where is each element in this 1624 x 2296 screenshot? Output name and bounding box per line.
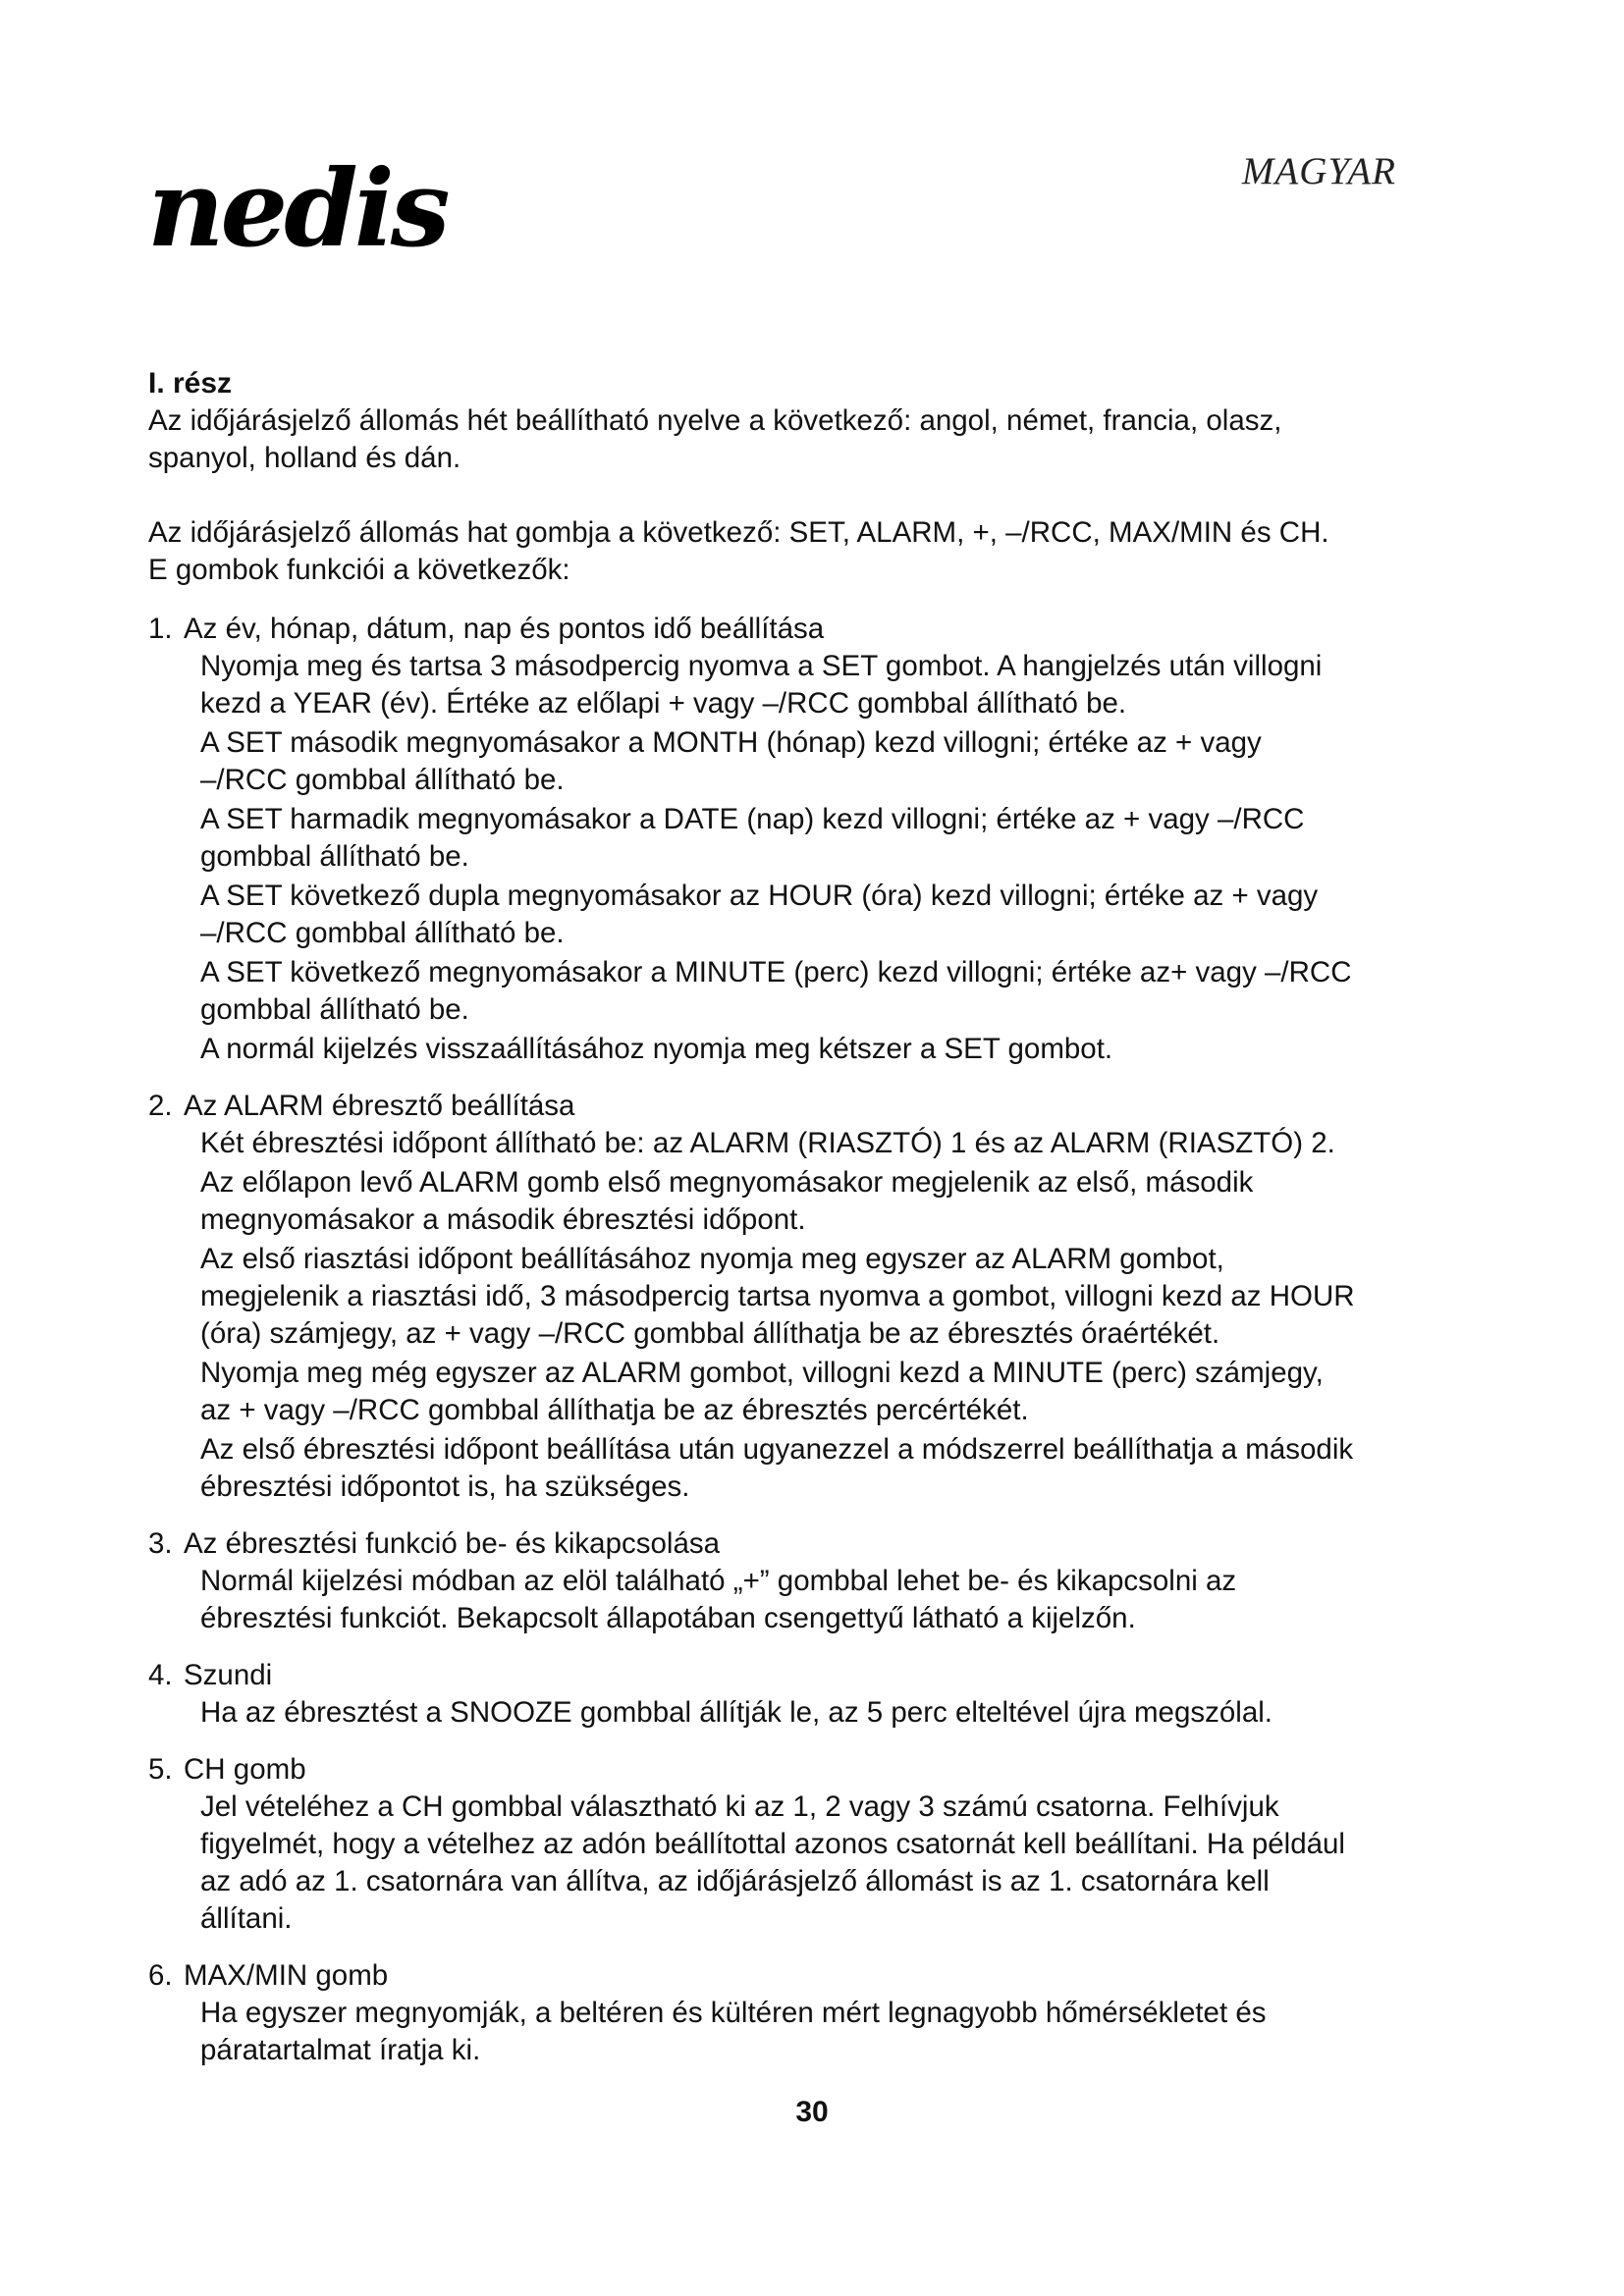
item-line: Ha egyszer megnyomják, a beltéren és kültéren mért legnagyobb hőmérsékletet és páratartalmat íratja ki. [200, 1997, 1267, 2066]
item-body [148, 648, 1356, 1068]
section-heading: I. rész [148, 367, 233, 400]
list-item [148, 1088, 1356, 1506]
language-label: MAGYAR [1241, 150, 1396, 192]
item-number: 1. [148, 613, 173, 645]
item-line: Ha az ébresztést a SNOOZE gombbal állítják le, az 5 perc elteltével újra megszólal. [200, 1696, 1272, 1729]
nedis-logo-mark [147, 147, 579, 275]
item-line: A SET következő dupla megnyomásakor az HOUR (óra) kezd villogni; értéke az + vagy –/RCC gombbal állítható be. [200, 880, 1319, 949]
item-line: Nyomja meg és tartsa 3 másodpercig nyomva a SET gombot. A hangjelzés után villogni kezd a YEAR (év). Értéke az előlapi + vagy –/RCC gombbal állítható be. [200, 650, 1323, 720]
nedis-logo [147, 147, 579, 275]
instruction-list [148, 611, 1356, 2069]
item-number: 6. [148, 1959, 173, 1992]
item-line: A SET harmadik megnyomásakor a DATE (nap) kezd villogni; értéke az + vagy –/RCC gombbal állítható be. [200, 803, 1305, 873]
item-line: Az előlapon levő ALARM gomb első megnyomásakor megjelenik az első, második megnyomásakor a második ébresztési időpont. [200, 1166, 1254, 1236]
intro-paragraph: Az időjárásjelző állomás hat gombja a következő: SET, ALARM, +, –/RCC, MAX/MIN és CH. E gombok funkciói a következők: [148, 516, 1329, 586]
item-title: MAX/MIN gomb [184, 1959, 389, 1992]
item-line: Nyomja meg még egyszer az ALARM gombot, villogni kezd a MINUTE (perc) számjegy, az + vagy –/RCC gombbal állíthatja be az ébresztés percértékét. [200, 1357, 1324, 1426]
item-number: 3. [148, 1527, 173, 1560]
item-body [148, 1563, 1356, 1637]
item-line: A SET második megnyomásakor a MONTH (hónap) kezd villogni; értéke az + vagy –/RCC gombbal állítható be. [200, 726, 1262, 796]
item-title: Az ébresztési funkció be- és kikapcsolása [184, 1527, 721, 1560]
item-body [148, 1995, 1356, 2069]
item-line: Az első riasztási időpont beállításához nyomja meg egyszer az ALARM gombot, megjelenik a riasztási idő, 3 másodpercig tartsa nyomva a gombot, villogni kezd az HOUR (óra) számjegy, az + vagy –/RCC gombbal állíthatja be az ébresztés óraértékét. [200, 1243, 1355, 1350]
item-title: Az ALARM ébresztő beállítása [184, 1090, 575, 1122]
item-title: Az év, hónap, dátum, nap és pontos idő beállítása [184, 613, 825, 645]
item-line: A SET következő megnyomásakor a MINUTE (perc) kezd villogni; értéke az+ vagy –/RCC gombbal állítható be. [200, 956, 1352, 1026]
item-title: Szundi [184, 1659, 273, 1691]
item-body [148, 1789, 1356, 1938]
list-item [148, 611, 1356, 1068]
item-line: Két ébresztési időpont állítható be: az ALARM (RIASZTÓ) 1 és az ALARM (RIASZTÓ) 2. [200, 1127, 1335, 1159]
item-title: CH gomb [184, 1753, 306, 1786]
intro-paragraph: Az időjárásjelző állomás hét beállítható nyelve a következő: angol, német, francia, olasz, spanyol, holland és dán. [148, 404, 1282, 474]
item-number: 4. [148, 1659, 173, 1691]
item-body [148, 1694, 1356, 1732]
item-body [148, 1125, 1356, 1506]
list-item [148, 1751, 1356, 1938]
list-item [148, 1957, 1356, 2069]
logo-text: nedis [147, 147, 447, 271]
item-line: A normál kijelzés visszaállításához nyomja meg kétszer a SET gombot. [200, 1033, 1113, 1065]
item-line: Az első ébresztési időpont beállítása után ugyanezzel a módszerrel beállíthatja a második ébresztési időpontot is, ha szükséges. [200, 1433, 1354, 1503]
document-body [148, 365, 1356, 2089]
page-number: 30 [795, 2096, 829, 2128]
item-line: Jel vételéhez a CH gombbal választható ki az 1, 2 vagy 3 számú csatorna. Felhívjuk figyelmét, hogy a vételhez az adón beállítottal azonos csatornát kell beállítani. Ha például az adó az 1. csatornára van állítva, az időjárásjelző állomást is az 1. csatornára kell állítani. [200, 1790, 1345, 1935]
item-number: 2. [148, 1090, 173, 1122]
list-item [148, 1657, 1356, 1732]
item-number: 5. [148, 1753, 173, 1786]
list-item [148, 1525, 1356, 1637]
item-line: Normál kijelzési módban az elöl található „+” gombbal lehet be- és kikapcsolni az ébresztési funkciót. Bekapcsolt állapotában csengettyű látható a kijelzőn. [200, 1565, 1237, 1634]
